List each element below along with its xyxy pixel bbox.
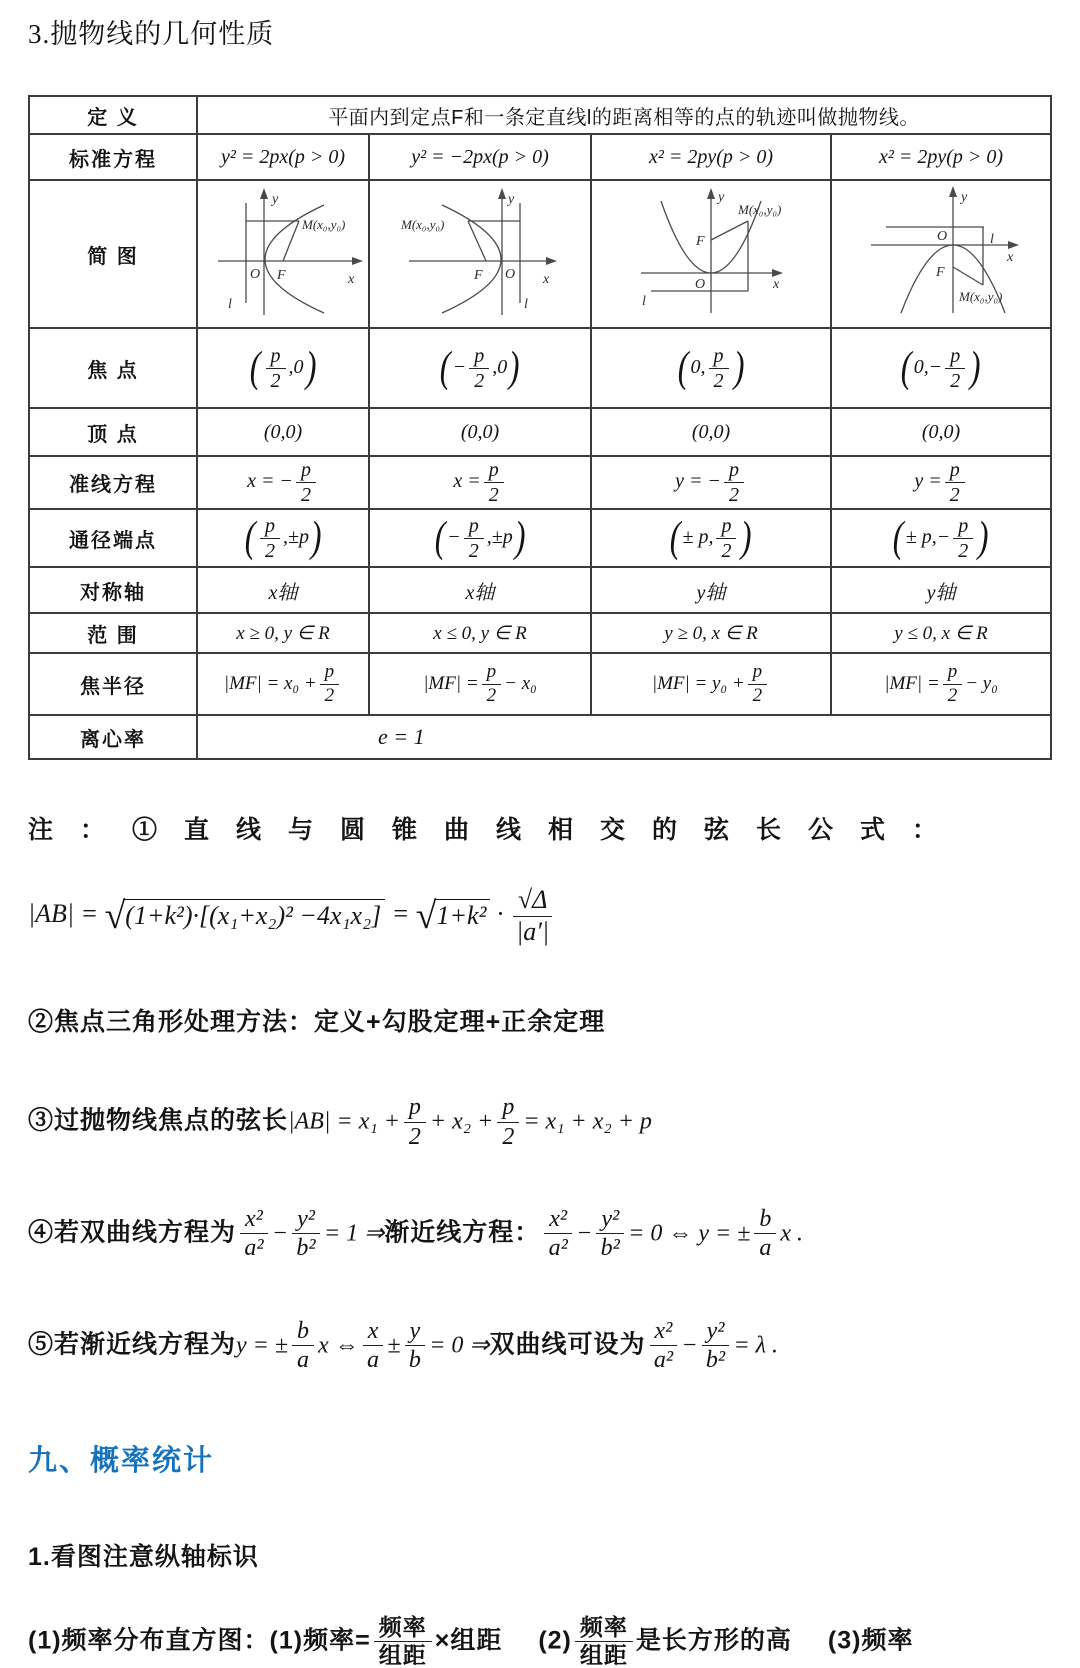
directrix-label: l [990,232,994,247]
row-label-directrix: 准线方程 [29,456,197,509]
fraction: $\frac{p}{2}$ [464,515,484,562]
focal-radius-cell [591,653,831,715]
row-label-standard-equation: 标准方程 [29,134,197,180]
math-text: |AB| = x₁ + [288,1108,400,1135]
parabola-down-diagram [856,183,1026,319]
axis-y-label: y [961,190,968,205]
fraction [513,886,553,946]
formula-lhs: |AB| = [28,899,99,929]
radius-post: − y₀ [965,672,998,694]
stats-text: (3)频率 [827,1625,914,1654]
point-m-label: M(x₀,y₀) [401,217,445,232]
frequency-histogram-line [28,1615,1052,1668]
row-label-focal-radius: 焦半径 [29,653,197,715]
radicand: (1+k²)·[(x₁+x₂)² −4x₁x₂] [123,899,385,930]
sqrt-expression [416,894,491,938]
fraction: $\frac{p}{2}$ [469,345,489,392]
stats-text: ×组距 [434,1625,503,1654]
directrix-cell [831,456,1051,509]
stats-text: 是长方形的高 [635,1625,792,1654]
latus-post: ,±p [283,525,309,548]
minus-sign: − [681,1332,698,1359]
plus-minus-sign: ± [387,1332,401,1359]
fraction: $\frac{\text{y²}}{\text{b²}}$ [292,1206,320,1262]
sqrt-expression [105,894,386,938]
axis-x-label: x [1007,250,1014,265]
table-row [29,134,1051,180]
range-cell: x ≤ 0, y ∈ R [369,613,591,653]
diagram-cell [197,180,369,328]
row-label-vertex: 顶 点 [29,408,197,456]
fraction: $\frac{p}{2}$ [404,1094,426,1150]
note-text: 双曲线可设为 [489,1330,646,1359]
math-text: y = ± [236,1332,289,1359]
latus-cell: (− $\frac{p}{2}$ ,±p) [369,509,591,567]
latus-pre: ± p, [682,525,714,548]
math-text: x . [780,1220,804,1247]
directrix-label: l [642,294,646,309]
directrix-label: l [524,297,528,312]
fraction: $\frac{\text{x²}}{\text{a²}}$ [240,1206,268,1262]
latus-pre: ± p,− [905,525,951,548]
fraction: $\frac{p}{2}$ [484,459,504,506]
fraction: $\frac{p}{2}$ [296,459,316,506]
focus-label: F [696,234,705,249]
axis-y-label: y [508,192,515,207]
fraction: $\frac{p}{2}$ [748,662,768,707]
note-heading: 注：①直线与圆锥曲线相交的弦长公式： [28,816,965,844]
radius-pre: |MF| = y₀ + [651,672,745,694]
axis-x-label: x [543,272,550,287]
table-row [29,715,1051,759]
radius-pre: |MF| = x₀ + [223,672,317,694]
point-m-label: M(x₀,y₀) [959,289,1003,304]
standard-equation-cell: x² = 2py(p > 0) [831,134,1051,180]
focus-cell: ( $\frac{p}{2}$ ,0) [197,328,369,408]
fraction: $\frac{p}{2}$ [716,515,736,562]
fraction: $\frac{p}{2}$ [497,1094,519,1150]
math-text: = 0 ⇒ [429,1332,490,1359]
parabola-properties-table [28,95,1052,760]
focus-cell: (− $\frac{p}{2}$ ,0) [369,328,591,408]
note-focal-chord [28,1094,1052,1150]
point-m-label: M(x₀,y₀) [302,217,346,232]
note-focal-triangle: ②焦点三角形处理方法：定义+勾股定理+正余定理 [28,1008,606,1037]
fraction: $\frac{p}{2}$ [709,345,729,392]
fraction: $\frac{\text{y²}}{\text{b²}}$ [596,1206,624,1262]
radical-sign: √ [104,895,124,938]
fraction-denominator: |a′| [516,916,550,946]
axis-cell: x轴 [197,567,369,613]
focal-radius-cell [369,653,591,715]
fraction: $\frac{y}{b}$ [405,1318,426,1374]
note-hyperbola-asymptote [28,1206,1052,1262]
axis-cell: x轴 [369,567,591,613]
axis-y-label: y [718,190,725,205]
origin-label: O [937,229,948,244]
fraction: $\frac{p}{2}$ [945,459,965,506]
origin-label: O [695,277,706,292]
fraction: $\frac{p}{2}$ [724,459,744,506]
focus-pre: − [452,355,467,378]
fraction: $\frac{\text{频率}}{\text{组距}}$ [374,1615,432,1668]
row-label-latus-rectum: 通径端点 [29,509,197,567]
fraction-numerator: √Δ [513,886,553,917]
latus-cell: (± p, $\frac{p}{2}$ ) [591,509,831,567]
row-label-diagram: 简 图 [29,180,197,328]
radical-sign: √ [517,885,533,914]
focus-post: ,0 [288,355,304,378]
note-asymptote-to-hyperbola [28,1318,1052,1374]
table-row [29,328,1051,408]
fraction: $\frac{p}{2}$ [260,515,280,562]
parabola-right-diagram [202,183,372,319]
axis-x-label: x [348,272,355,287]
fraction: $\frac{\text{频率}}{\text{组距}}$ [575,1615,633,1668]
focus-label: F [936,265,945,280]
origin-label: O [250,267,261,282]
latus-pre: − [447,525,461,548]
minus-sign: − [271,1220,289,1247]
diagram-cell [831,180,1051,328]
section-heading-probability-statistics: 九、概率统计 [28,1444,215,1477]
range-cell: x ≥ 0, y ∈ R [197,613,369,653]
range-cell: y ≤ 0, x ∈ R [831,613,1051,653]
directrix-lhs: x = [453,470,481,493]
equals-sign: = [391,899,410,929]
directrix-cell [197,456,369,509]
focus-cell: (0,− $\frac{p}{2}$ ) [831,328,1051,408]
focus-pre: 0, [690,355,706,378]
row-label-eccentricity: 离心率 [29,715,197,759]
directrix-cell [591,456,831,509]
range-cell: y ≥ 0, x ∈ R [591,613,831,653]
parabola-up-diagram [626,183,796,319]
directrix-lhs: y = − [675,470,721,493]
directrix-lhs: y = [914,470,942,493]
latus-post: ,±p [486,525,513,548]
table-row [29,180,1051,328]
origin-label: O [505,267,516,282]
focal-radius-cell [831,653,1051,715]
latus-cell: (± p,− $\frac{p}{2}$ ) [831,509,1051,567]
focus-pre: 0,− [913,355,943,378]
stats-text: (1)频率分布直方图：(1)频率= [28,1625,371,1654]
standard-equation-cell: y² = 2px(p > 0) [197,134,369,180]
focus-label: F [474,268,483,283]
table-row [29,509,1051,567]
fraction: $\frac{p}{2}$ [953,515,973,562]
standard-equation-cell: y² = −2px(p > 0) [369,134,591,180]
radius-pre: |MF| = [884,672,940,694]
fraction: $\frac{x}{a}$ [363,1318,384,1374]
focus-cell: (0, $\frac{p}{2}$ ) [591,328,831,408]
subsection-vertical-axis-note: 1.看图注意纵轴标识 [28,1542,259,1571]
fraction: $\frac{p}{2}$ [943,662,963,707]
math-text: + x₂ + [429,1108,494,1135]
latus-cell: ( $\frac{p}{2}$ ,±p) [197,509,369,567]
math-text: = 0 ⇔ y = ± [628,1220,751,1247]
focus-label: F [277,268,286,283]
fraction: $\frac{p}{2}$ [320,662,340,707]
directrix-label: l [228,297,232,312]
stats-text: (2) [538,1625,572,1654]
page-title: 3.抛物线的几何性质 [28,19,275,49]
radical-sign: √ [415,895,435,938]
parabola-left-diagram [395,183,565,319]
radius-pre: |MF| = [423,672,479,694]
fraction: $\frac{p}{2}$ [266,345,286,392]
fraction: $\frac{\text{x²}}{\text{a²}}$ [544,1206,572,1262]
axis-cell: y轴 [831,567,1051,613]
row-label-definition: 定 义 [29,96,197,134]
math-text: x ⇔ [318,1332,359,1359]
radius-post: − x₀ [504,672,537,694]
vertex-cell: (0,0) [591,408,831,456]
note-text: ③过抛物线焦点的弦长 [28,1106,289,1135]
standard-equation-cell: x² = 2py(p > 0) [591,134,831,180]
vertex-cell: (0,0) [369,408,591,456]
dot-operator: · [496,899,504,929]
math-text: = λ . [733,1332,779,1359]
definition-text: 平面内到定点F和一条定直线l的距离相等的点的轨迹叫做抛物线。 [197,96,1051,134]
axis-y-label: y [272,192,279,207]
fraction: $\frac{p}{2}$ [482,662,502,707]
fraction: $\frac{\text{y²}}{\text{b²}}$ [702,1318,730,1374]
row-label-symmetry-axis: 对称轴 [29,567,197,613]
table-row [29,408,1051,456]
minus-sign: − [576,1220,593,1247]
directrix-lhs: x = − [247,470,293,493]
row-label-range: 范 围 [29,613,197,653]
math-text: = x₁ + x₂ + p [523,1108,652,1135]
table-row [29,567,1051,613]
fraction: $\frac{p}{2}$ [945,345,965,392]
vertex-cell: (0,0) [831,408,1051,456]
note-text: 渐近线方程： [384,1218,541,1247]
row-label-focus: 焦 点 [29,328,197,408]
diagram-cell [369,180,591,328]
directrix-cell [369,456,591,509]
focus-post: ,0 [492,355,508,378]
vertex-cell: (0,0) [197,408,369,456]
note-text: ④若双曲线方程为 [28,1218,237,1247]
fraction: $\frac{\text{x²}}{\text{a²}}$ [650,1318,678,1374]
radicand: 1+k² [434,899,490,930]
chord-length-formula [28,886,1052,946]
eccentricity-cell: e = 1 [197,715,1051,759]
point-m-label: M(x₀,y₀) [738,202,782,217]
math-text: = 1 ⇒ [323,1220,385,1247]
diagram-cell [591,180,831,328]
table-row [29,456,1051,509]
table-row [29,613,1051,653]
axis-cell: y轴 [591,567,831,613]
fraction: $\frac{b}{a}$ [754,1206,776,1262]
table-row [29,96,1051,134]
fraction: $\frac{b}{a}$ [292,1318,314,1374]
focal-radius-cell [197,653,369,715]
axis-x-label: x [773,277,780,292]
table-row [29,653,1051,715]
note-text: ⑤若渐近线方程为 [28,1330,237,1359]
